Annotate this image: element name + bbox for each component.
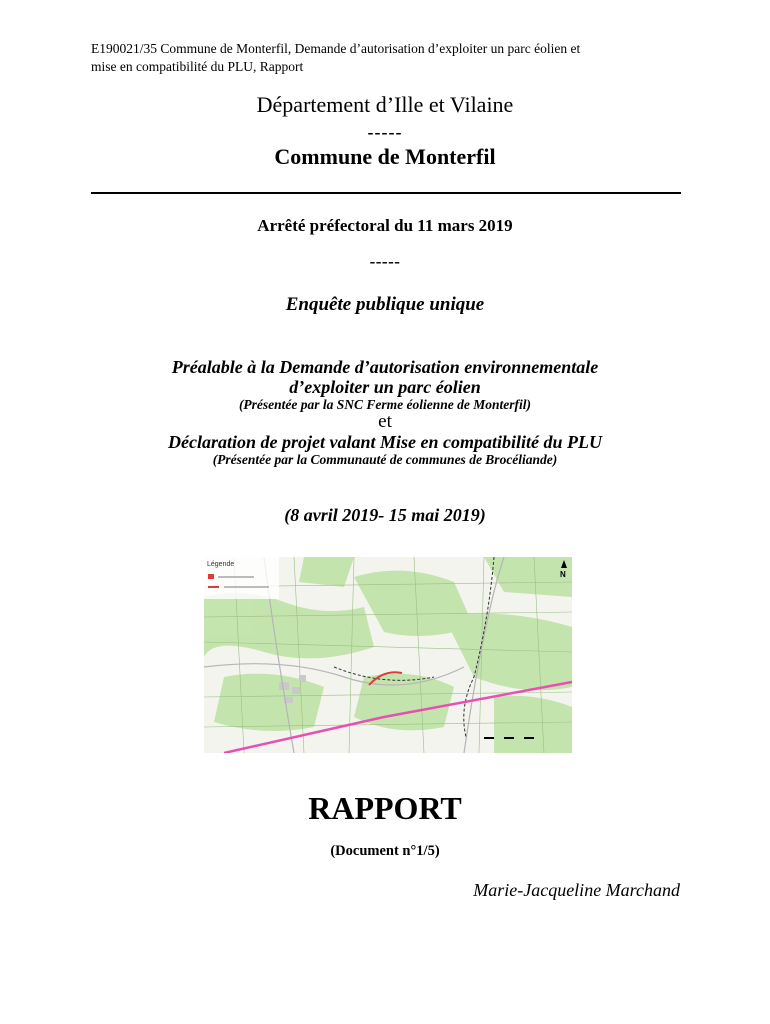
document-number: (Document n°1/5)	[330, 843, 440, 859]
declaration-presenter: (Présentée par la Communauté de communes de Brocéliande)	[212, 452, 558, 467]
commune-title: Commune de Monterfil	[274, 144, 496, 169]
declaration-line: Déclaration de projet valant Mise en compatibilité du PLU	[168, 432, 602, 452]
report-title: RAPPORT	[308, 790, 462, 826]
author-name: Marie-Jacqueline Marchand	[473, 880, 680, 900]
conjunction-et: et	[378, 411, 392, 432]
header-line-2: mise en compatibilité du PLU, Rapport	[91, 59, 304, 74]
enquete-dates: (8 avril 2019- 15 mai 2019)	[284, 505, 486, 525]
map-legend-title: Légende	[207, 561, 235, 568]
horizontal-rule	[91, 192, 681, 194]
section-separator: -----	[369, 252, 401, 271]
site-map	[204, 557, 572, 753]
map-legend-swatch	[208, 574, 214, 579]
prealable-line-2: d’exploiter un parc éolien	[289, 377, 481, 397]
title-separator: -----	[367, 122, 403, 142]
enquete-title: Enquête publique unique	[285, 294, 485, 315]
department-title: Département d’Ille et Vilaine	[256, 92, 514, 117]
map-north-arrow: N	[560, 570, 566, 579]
arrete-prefectoral: Arrêté préfectoral du 11 mars 2019	[257, 216, 513, 235]
map-scale-bar	[484, 737, 534, 739]
prealable-line-1: Préalable à la Demande d’autorisation environnementale	[171, 357, 599, 377]
prealable-presenter: (Présentée par la SNC Ferme éolienne de Monterfil)	[238, 397, 532, 412]
header-line-1: E190021/35 Commune de Monterfil, Demande d’autorisation d’exploiter un parc éolien et	[91, 41, 581, 56]
map-legend	[204, 557, 279, 599]
